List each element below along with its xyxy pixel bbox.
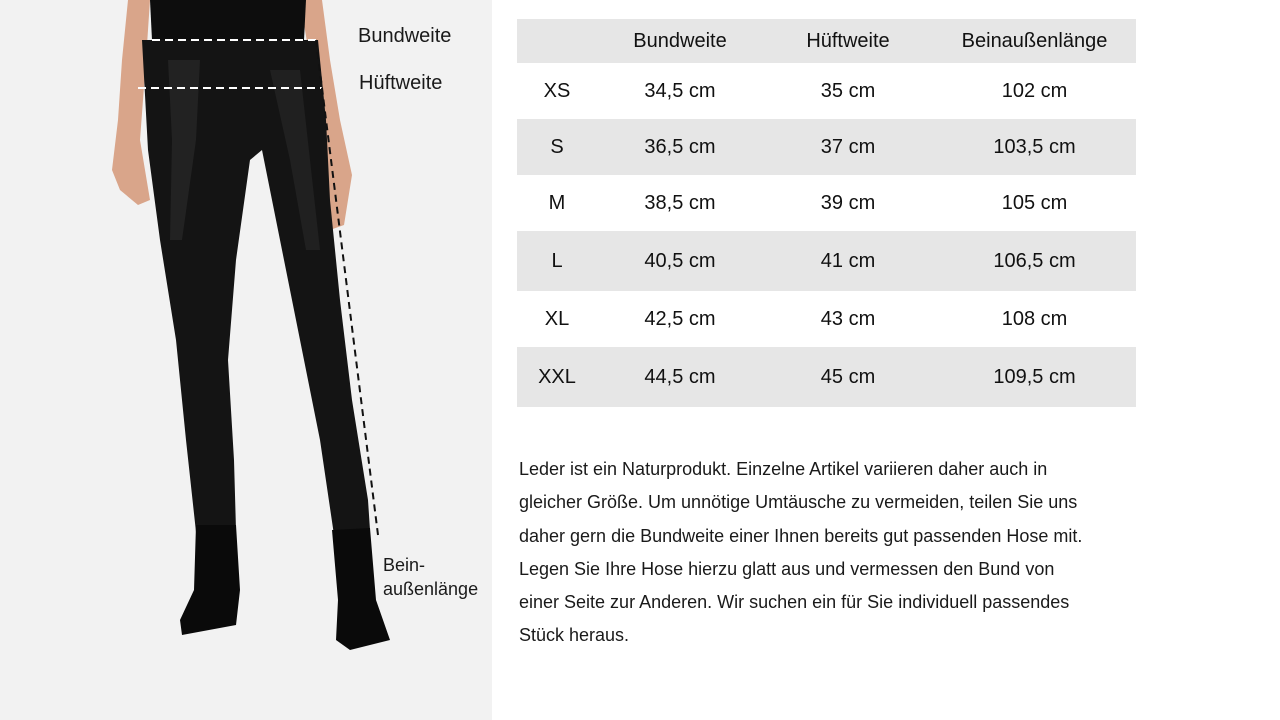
table-row [517, 291, 1136, 347]
label-hueftweite: Hüftweite [359, 72, 443, 94]
hueftweite-cell: 45 cm [820, 365, 876, 388]
right-boot [332, 528, 390, 650]
table-row [517, 63, 1136, 119]
size-cell: XS [543, 79, 571, 102]
beinaussenlaenge-cell: 103,5 cm [993, 135, 1076, 158]
beinaussenlaenge-cell: 106,5 cm [993, 249, 1076, 272]
header-hueftweite: Hüftweite [763, 19, 933, 63]
table-row [517, 175, 1136, 231]
note-line: Legen Sie Ihre Hose hierzu glatt aus und vermessen den Bund von [519, 558, 1055, 579]
hueftweite-cell: 39 cm [820, 191, 876, 214]
black-top [150, 0, 306, 40]
hueftweite-cell: 35 cm [820, 79, 876, 102]
note-line: Stück heraus. [519, 625, 630, 646]
header-beinaussenlaenge: Beinaußenlänge [933, 19, 1136, 63]
leather-info-note [519, 453, 1139, 653]
hueftweite-cell: 41 cm [820, 249, 876, 272]
hueftweite-cell: 37 cm [820, 135, 876, 158]
table-header-row [517, 19, 1136, 63]
bundweite-cell: 36,5 cm [644, 135, 716, 158]
header-bundweite: Bundweite [597, 19, 763, 63]
size-cell: M [548, 191, 566, 214]
table-row [517, 347, 1136, 407]
pants-model-illustration [0, 0, 492, 720]
table-row [517, 231, 1136, 291]
note-line: Leder ist ein Naturprodukt. Einzelne Artikel variieren daher auch in [519, 459, 1048, 479]
beinaussenlaenge-cell: 109,5 cm [993, 365, 1076, 388]
left-boot [180, 525, 240, 635]
bundweite-cell: 44,5 cm [644, 365, 716, 388]
left-arm [112, 0, 150, 205]
bundweite-cell: 38,5 cm [644, 191, 716, 214]
size-cell: XL [544, 307, 570, 330]
label-bundweite: Bundweite [358, 25, 452, 47]
label-bein-line2: außenlänge [383, 579, 479, 599]
beinaussenlaenge-cell: 105 cm [1001, 191, 1068, 214]
header-size [517, 19, 597, 63]
label-bein-line1: Bein- [383, 555, 426, 575]
table-row [517, 119, 1136, 175]
beinaussenlaenge-cell: 102 cm [1001, 79, 1068, 102]
size-cell: S [550, 135, 564, 158]
size-chart-table [517, 19, 1136, 407]
beinaussenlaenge-cell: 108 cm [1001, 307, 1068, 330]
size-cell: L [551, 249, 563, 272]
label-beinaussenlaenge [383, 553, 478, 601]
hueftweite-cell: 43 cm [820, 307, 876, 330]
bundweite-cell: 40,5 cm [644, 249, 716, 272]
note-line: gleicher Größe. Um unnötige Umtäusche zu vermeiden, teilen Sie uns [519, 492, 1078, 513]
note-line: daher gern die Bundweite einer Ihnen bereits gut passenden Hose mit. [519, 525, 1083, 546]
note-line: einer Seite zur Anderen. Wir suchen ein für Sie individuell passendes [519, 592, 1070, 613]
product-photo-panel [0, 0, 492, 720]
bundweite-cell: 34,5 cm [644, 79, 716, 102]
bundweite-cell: 42,5 cm [644, 307, 716, 330]
size-cell: XXL [538, 365, 576, 388]
